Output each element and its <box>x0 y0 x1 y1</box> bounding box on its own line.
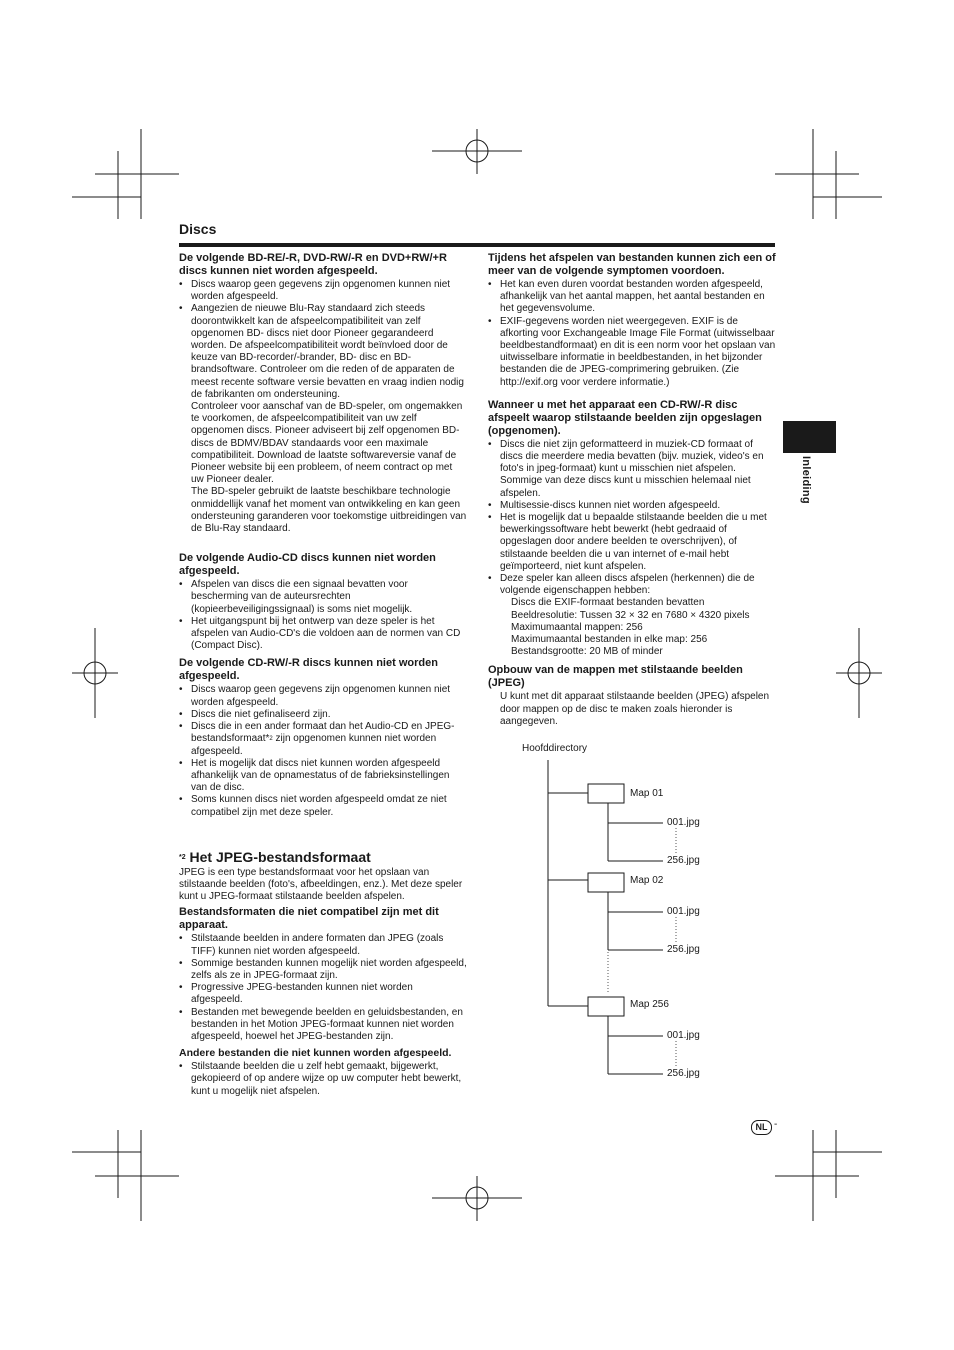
section-title: Discs <box>179 221 217 237</box>
folder-diagram <box>488 740 778 1090</box>
list-item: • Discs waarop geen gegevens zijn opgenomen kunnen niet worden afgespeeld. <box>179 684 467 708</box>
incompatible-bullet-list <box>179 933 467 1043</box>
folder-box <box>588 997 624 1016</box>
folder-box <box>588 784 624 803</box>
list-item: • Soms kunnen discs niet worden afgespeeld omdat ze niet compatibel zijn met deze speler. <box>179 794 467 818</box>
list-item: • Het kan even duren voordat bestanden worden afgespeeld, afhankelijk van het aantal mappen, het aantal bestanden en het gegevensvolume. <box>488 279 778 316</box>
other-files-heading: Andere bestanden die niet kunnen worden afgespeeld. <box>179 1047 452 1060</box>
list-item: • Progressive JPEG-bestanden kunnen niet worden afgespeeld. <box>179 982 467 1006</box>
list-item: • Discs die niet zijn geformatteerd in muziek-CD formaat of discs die meerdere media bevatten (bijv. muziek, video's en foto's in jpeg-formaat) kunt u misschien niet afspelen. Sommige van deze discs kunt u misschien helemaal niet afspelen. <box>488 439 778 500</box>
list-item: • Stilstaande beelden die u zelf hebt gemaakt, bijgewerkt, gekopieerd of op andere wijze op uw computer hebt bewerkt, kunt u mogelijk niet afspelen. <box>179 1061 467 1098</box>
audio-cd-bullet-list <box>179 579 467 652</box>
file-label: 256.jpg <box>667 944 700 955</box>
property-line: Maximumaantal bestanden in elke map: 256 <box>511 634 708 646</box>
list-item: • Sommige bestanden kunnen mogelijk niet worden afgespeeld, zelfs als ze in JPEG-formaat zijn. <box>179 958 467 982</box>
symptoms-bullet-list <box>488 279 778 389</box>
folder-structure-text: U kunt met dit apparaat stilstaande beelden (JPEG) afspelen door mappen op de disc te maken zoals hieronder is aangegeven. <box>500 691 770 727</box>
bd-heading: De volgende BD-RE/-R, DVD-RW/-R en DVD+RW/+R discs kunnen niet worden afgespeeld. <box>179 252 447 277</box>
root-directory-label: Hoofddirectory <box>522 743 588 754</box>
folder-label: Map 256 <box>630 999 669 1010</box>
list-item: • Discs waarop geen gegevens zijn opgenomen kunnen niet worden afgespeeld. <box>179 279 467 303</box>
jpeg-title-text: Het JPEG-bestandsformaat <box>189 848 371 865</box>
list-item: • Afspelen van discs die een signaal bevatten voor bescherming van de auteursrechten (kopieerbeveiligingssignaal) is soms niet mogelijk. <box>179 579 467 616</box>
folder-structure-heading: Opbouw van de mappen met stilstaande beelden (JPEG) <box>488 664 743 690</box>
file-label: 001.jpg <box>667 906 700 917</box>
file-label: 001.jpg <box>667 817 700 828</box>
cdrw-stills-bullet-list <box>488 439 778 598</box>
other-files-bullet-list <box>179 1061 467 1098</box>
audio-cd-heading: De volgende Audio-CD discs kunnen niet worden afgespeeld. <box>179 552 436 578</box>
left-column <box>179 252 467 1098</box>
right-column <box>488 252 778 728</box>
chapter-tab-label: Inleiding <box>800 456 812 504</box>
list-item-text: Discs die in een ander formaat dan het Audio-CD en JPEG-bestandsformaat* <box>191 721 455 745</box>
footnote-ref: 2 <box>269 736 273 743</box>
cdrw-bullet-list <box>179 684 467 818</box>
incompatible-heading: Bestandsformaten die niet compatibel zijn met dit apparaat. <box>179 906 439 932</box>
list-item: • EXIF-gegevens worden niet weergegeven. EXIF is de afkorting voor Exchangeable Image File Format (uitwisselbaar beeldbestandformaat) en dit is een norm voor het opslaan van uitwisselbare informatie in beeldbestanden, in het bijzonder bestanden die de JPEG-comprimering gebruiken. (Zie http://exif.org voor verdere informatie.) <box>488 316 778 389</box>
bd-paragraph: Controleer voor aanschaf van de BD-speler, om ongemakken te voorkomen, de afspeelcompatibiliteit van uw zelf opgenomen discs. Pioneer adviseert bij zelf opgenomen BD-discs de BDMV/BDAV standaards voor een maximale compatibiliteit. Download de laatste softwareversie vanaf de Pioneer website bij een probleem, of neem contract op met uw Pioneer dealer. <box>191 401 463 486</box>
list-item: • Het is mogelijk dat u bepaalde stilstaande beelden die u met bewerkingssoftware hebt bewerkt (hebt gedraaid of opgeslagen door andere beelden te overschrijven), of stilstaande beelden die u van internet of e-mail hebt geïmporteerd, niet kunt afspelen. <box>488 512 778 573</box>
footnote-marker: *2 <box>179 853 186 861</box>
language-badge: NL <box>751 1120 772 1135</box>
jpeg-intro: JPEG is een type bestandsformaat voor het opslaan van stilstaande beelden (foto's, afbeeldingen, enz.). Met deze speler kunt u JPEG-formaat stilstaande beelden afspelen. <box>179 866 463 903</box>
list-item: • Discs die niet gefinaliseerd zijn. <box>179 709 467 721</box>
list-item: • Multisessie-discs kunnen niet worden afgespeeld. <box>488 500 778 512</box>
cdrw-stills-heading: Wanneer u met het apparaat een CD-RW/-R disc afspeelt waarop stilstaande beelden zijn opgeslagen (opgenomen). <box>488 398 762 437</box>
disc-properties <box>488 597 778 658</box>
bd-bullet-list <box>179 279 467 401</box>
list-item: • Stilstaande beelden in andere formaten dan JPEG (zoals TIFF) kunnen niet worden afgespeeld. <box>179 933 467 957</box>
folder-box <box>588 873 624 892</box>
list-item: • Het is mogelijk dat discs niet kunnen worden afgespeeld afhankelijk van de opnamestatus of de fabrieksinstellingen van de disc. <box>179 758 467 795</box>
folder-label: Map 01 <box>630 788 664 799</box>
property-line: Beeldresolutie: Tussen 32 × 32 en 7680 × 4320 pixels <box>511 609 750 621</box>
chapter-tab <box>783 421 836 453</box>
file-label: 256.jpg <box>667 1068 700 1079</box>
page-number: - <box>774 1119 778 1130</box>
list-item <box>179 721 467 758</box>
property-line: Bestandsgrootte: 20 MB of minder <box>511 646 663 658</box>
list-item: • Het uitgangspunt bij het ontwerp van deze speler is het afspelen van Audio-CD's die voldoen aan de normen van CD (Compact Disc). <box>179 616 467 653</box>
bd-paragraph: The BD-speler gebruikt de laatste beschikbare technologie onmiddellijk vanaf het moment van ontwikkeling en kan geen ondersteuning garanderen voor toekomstige uitbreidingen van de Blu-Ray standaard. <box>191 486 467 535</box>
list-item: • Aangezien de nieuwe Blu-Ray standaard zich steeds doorontwikkelt kan de afspeelcompatibiliteit van zelf opgenomen BD- discs niet door Pioneer gegarandeerd worden. De afspeelcompatibiliteit wordt beïnvloed door de keuze van BD-recorder/-brander, BD- disc en BD-brandsoftware. Controleer om die reden of de apparaten de meest recente software versie bevatten en vraag indien nodig de fabrikanten om ondersteuning. <box>179 303 467 401</box>
file-label: 256.jpg <box>667 855 700 866</box>
property-line: Maximumaantal mappen: 256 <box>511 621 643 633</box>
list-item-text: zijn opgenomen kunnen niet worden afgespeeld. <box>191 733 437 757</box>
list-item: • Deze speler kan alleen discs afspelen (herkennen) die de volgende eigenschappen hebben: <box>488 573 778 597</box>
title-rule <box>179 243 775 247</box>
cdrw-heading: De volgende CD-RW/-R discs kunnen niet worden afgespeeld. <box>179 657 438 683</box>
symptoms-heading: Tijdens het afspelen van bestanden kunnen zich een of meer van de volgende symptomen voordoen. <box>488 252 776 277</box>
list-item: • Bestanden met bewegende beelden en geluidsbestanden, en bestanden in het Motion JPEG-formaat kunnen niet worden afgespeeld, hoewel het JPEG-bestanden zijn. <box>179 1007 467 1044</box>
folder-label: Map 02 <box>630 875 664 886</box>
property-line: Discs die EXIF-formaat bestanden bevatten <box>511 597 705 609</box>
jpeg-section-title <box>179 849 467 865</box>
file-label: 001.jpg <box>667 1030 700 1041</box>
